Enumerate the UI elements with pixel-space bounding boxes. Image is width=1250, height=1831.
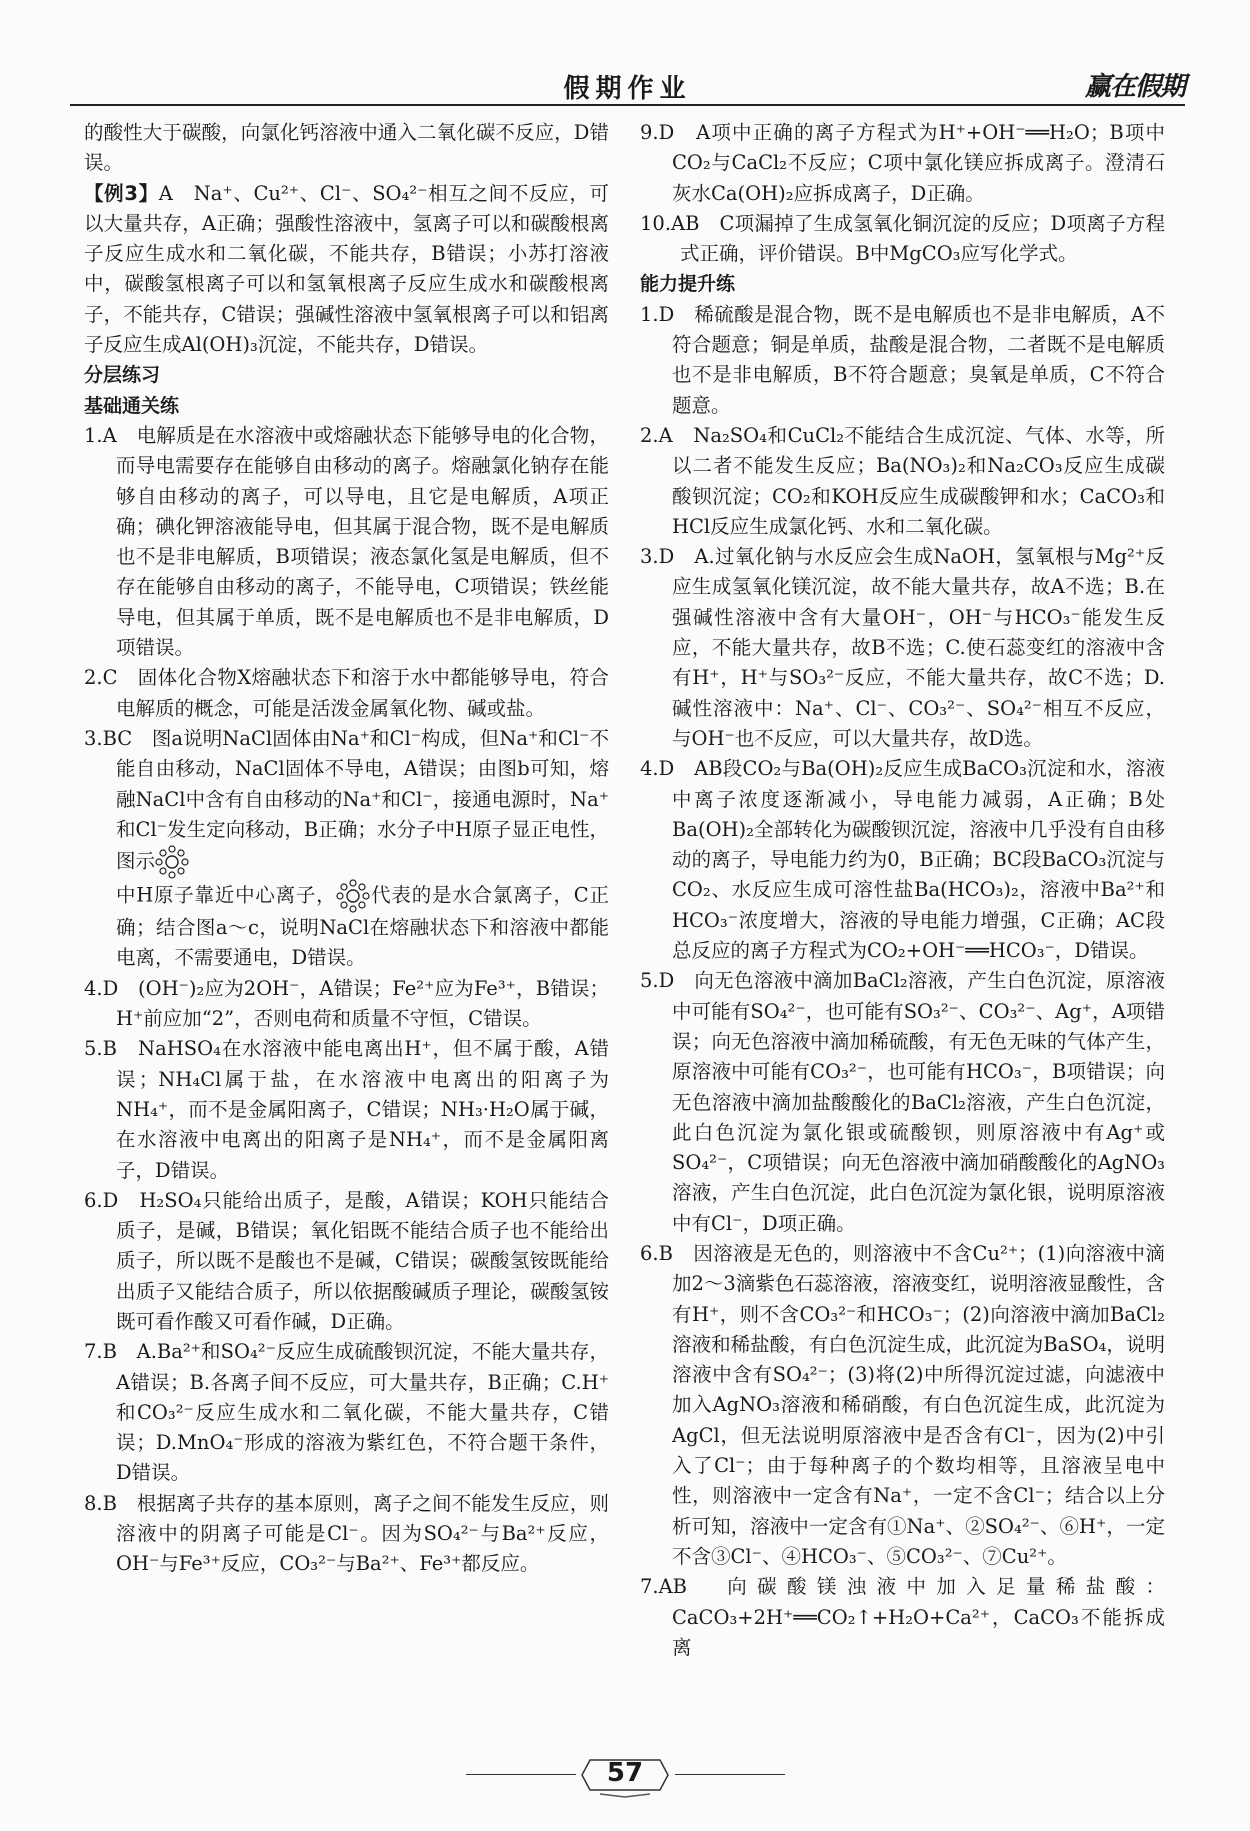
answer-item: 1.D 稀硫酸是混合物，既不是电解质也不是非电解质，A不符合题意；铜是单质，盐酸是混合物，二者既不是电解质也不是非电解质，B不符合题意；臭氧是单质，C不符合题意。	[640, 302, 1165, 417]
answer-item: 5.B NaHSO₄在水溶液中能电离出H⁺，但不属于酸，A错误；NH₄Cl属于盐，在水溶液中电离出的阳离子为NH₄⁺，而不是金属阳离子，C错误；NH₃·H₂O属于碱，在水溶液中电离出的阳离子是NH₄⁺，而不是金属阳离子，D错误。	[84, 1037, 609, 1182]
example-3-text: A Na⁺、Cu²⁺、Cl⁻、SO₄²⁻相互之间不反应，可以大量共存，A正确；强酸性溶液中，氢离子可以和碳酸根离子反应生成水和二氧化碳，不能共存，B错误；小苏打溶液中，碳酸氢根离子可以和氢氧根离子反应生成水和碳酸根离子，不能共存，C错误；强碱性溶液中氢氧根离子可以和铝离子反应生成Al(OH)₃沉淀，不能共存，D错误。	[84, 181, 609, 357]
left-column	[84, 118, 609, 1580]
example-3	[84, 179, 609, 361]
answer-item: 4.D (OH⁻)₂应为2OH⁻，A错误；Fe²⁺应为Fe³⁺，B错误；H⁺前应加“2”，否则电荷和质量不守恒，C错误。	[84, 976, 609, 1031]
answer-item: 6.B 因溶液是无色的，则溶液中不含Cu²⁺；(1)向溶液中滴加2～3滴紫色石蕊溶液，溶液变红，说明溶液显酸性，含有H⁺，则不含CO₃²⁻和HCO₃⁻；(2)向溶液中滴加BaCl₂溶液和稀盐酸，有白色沉淀生成，此沉淀为BaSO₄，说明溶液中含有SO₄²⁻；(3)将(2)中所得沉淀过滤，向滤液中加入AgNO₃溶液和稀硝酸，有白色沉淀生成，此沉淀为AgCl，但无法说明原溶液中是否含有Cl⁻，因为(2)中引入了Cl⁻；由于每种离子的个数均相等，且溶液呈电中性，则溶液中一定含有Na⁺，一定不含Cl⁻；结合以上分析可知，溶液中一定含有①Na⁺、②SO₄²⁻、⑥H⁺，一定不含③Cl⁻、④HCO₃⁻、⑤CO₃²⁻、⑦Cu²⁺。	[640, 1241, 1165, 1568]
section-heading-layered: 分层练习	[84, 364, 161, 387]
page-header	[70, 64, 1185, 104]
answer-3-part-3: 代表的是水合氯离子，C正确；结合图a～c，说明NaCl在熔融状态下和溶液中都能电离，不需要通电，D错误。	[116, 883, 609, 970]
footer-rule-left	[466, 1774, 576, 1775]
footer-rule-right	[675, 1774, 785, 1775]
hydrated-chloride-diagram-icon	[336, 879, 370, 913]
answer-item: 9.D A项中正确的离子方程式为H⁺+OH⁻══H₂O；B项中CO₂与CaCl₂不反应；C项中氯化镁应拆成离子。澄清石灰水Ca(OH)₂应拆成离子，D正确。	[640, 121, 1165, 205]
hydrated-ion-diagram-icon	[155, 845, 189, 879]
example-3-label: 【例3】	[84, 181, 159, 205]
answer-item: 7.B A.Ba²⁺和SO₄²⁻反应生成硫酸钡沉淀，不能大量共存，A错误；B.各离子间不反应，可大量共存，B正确；C.H⁺和CO₃²⁻反应生成水和二氧化碳，不能大量共存，C错误；D.MnO₄⁻形成的溶液为紫红色，不符合题干条件，D错误。	[84, 1340, 609, 1485]
answer-item: 7.AB 向碳酸镁浊液中加入足量稀盐酸：CaCO₃+2H⁺══CO₂↑+H₂O+Ca²⁺，CaCO₃不能拆成离	[640, 1575, 1165, 1659]
answer-3-part-1: 3.BC 图a说明NaCl固体由Na⁺和Cl⁻构成，但Na⁺和Cl⁻不能自由移动，NaCl固体不导电，A错误；由图b可知，熔融NaCl中含有自由移动的Na⁺和Cl⁻，接通电源时，Na⁺和Cl⁻发生定向移动，B正确；水分子中H原子显正电性，图示	[84, 726, 609, 873]
intro-text: 的酸性大于碳酸，向氯化钙溶液中通入二氧化碳不反应，D错误。	[84, 121, 609, 175]
answer-item: 2.A Na₂SO₄和CuCl₂不能结合生成沉淀、气体、水等，所以二者不能发生反应；Ba(NO₃)₂和Na₂CO₃反应生成碳酸钡沉淀；CO₂和KOH反应生成碳酸钾和水；CaCO₃和HCl反应生成氯化钙、水和二氧化碳。	[640, 423, 1165, 538]
right-column	[640, 118, 1165, 1663]
header-brand-logo: 赢在假期	[1084, 72, 1185, 102]
answer-item: 4.D AB段CO₂与Ba(OH)₂反应生成BaCO₃沉淀和水，溶液中离子浓度逐渐减小，导电能力减弱，A正确；B处Ba(OH)₂全部转化为碳酸钡沉淀，溶液中几乎没有自由移动的离子，导电能力约为0，B正确；BC段BaCO₃沉淀与CO₂、水反应生成可溶性盐Ba(HCO₃)₂，溶液中Ba²⁺和HCO₃⁻浓度增大，溶液的导电能力增强，C正确；AC段总反应的离子方程式为CO₂+OH⁻══HCO₃⁻，D错误。	[640, 757, 1165, 963]
section-heading-advanced: 能力提升练	[640, 273, 736, 296]
page-number: 57	[606, 1758, 644, 1788]
answer-item	[84, 724, 609, 974]
answer-item: 1.A 电解质是在水溶液中或熔融状态下能够导电的化合物，而导电需要存在能够自由移动的离子。熔融氯化钠存在能够自由移动的离子，可以导电，且它是电解质，A项正确；碘化钾溶液能导电，但其属于混合物，既不是电解质也不是非电解质，B项错误；液态氯化氢是电解质，但不存在能够自由移动的离子，不能导电，C项错误；铁丝能导电，但其属于单质，既不是电解质也不是非电解质，D项错误。	[84, 423, 609, 660]
answer-item: 5.D 向无色溶液中滴加BaCl₂溶液，产生白色沉淀，原溶液中可能有SO₄²⁻，也可能有SO₃²⁻、CO₃²⁻、Ag⁺，A项错误；向无色溶液中滴加稀硫酸，有无色无味的气体产生，原溶液中可能有CO₃²⁻，也可能有HCO₃⁻，B项错误；向无色溶液中滴加盐酸酸化的BaCl₂溶液，产生白色沉淀，此白色沉淀为氯化银或硫酸钡，则原溶液中有Ag⁺或SO₄²⁻，C项错误；向无色溶液中滴加硝酸酸化的AgNO₃溶液，产生白色沉淀，此白色沉淀为氯化银，说明原溶液中有Cl⁻，D项正确。	[640, 969, 1165, 1235]
answer-item: 8.B 根据离子共存的基本原则，离子之间不能发生反应，则溶液中的阴离子可能是Cl⁻。因为SO₄²⁻与Ba²⁺反应，OH⁻与Fe³⁺反应，CO₃²⁻与Ba²⁺、Fe³⁺都反应。	[84, 1491, 609, 1576]
section-heading-basic: 基础通关练	[84, 394, 180, 417]
answer-item: 6.D H₂SO₄只能给出质子，是酸，A错误；KOH只能结合质子，是碱，B错误；氧化铝既不能结合质子也不能给出质子，所以既不是酸也不是碱，C错误；碳酸氢铵既能给出质子又能结合质子，所以依据酸碱质子理论，碳酸氢铵既可看作酸又可看作碱，D正确。	[84, 1188, 609, 1333]
answer-item: 3.D A.过氧化钠与水反应会生成NaOH，氢氧根与Mg²⁺反应生成氢氧化镁沉淀，故不能大量共存，故A不选；B.在强碱性溶液中含有大量OH⁻，OH⁻与HCO₃⁻能发生反应，不能大量共存，故B不选；C.使石蕊变红的溶液中含有H⁺，H⁺与SO₃²⁻反应，不能大量共存，故C不选；D.碱性溶液中：Na⁺、Cl⁻、CO₃²⁻、SO₄²⁻相互不反应，与OH⁻也不反应，可以大量共存，故D选。	[640, 545, 1165, 750]
answer-item: 10.AB C项漏掉了生成氢氧化铜沉淀的反应；D项离子方程式正确，评价错误。B中MgCO₃应写化学式。	[640, 211, 1165, 266]
page-number-wrap	[580, 1752, 670, 1798]
header-title: 假期作业	[563, 74, 692, 104]
answer-item: 2.C 固体化合物X熔融状态下和溶于水中都能够导电，符合电解质的概念，可能是活泼金属氧化物、碱或盐。	[84, 666, 609, 720]
header-rule	[70, 104, 1185, 106]
page-footer	[0, 1748, 1250, 1808]
answer-3-part-2: 中H原子靠近中心离子，	[116, 883, 337, 907]
